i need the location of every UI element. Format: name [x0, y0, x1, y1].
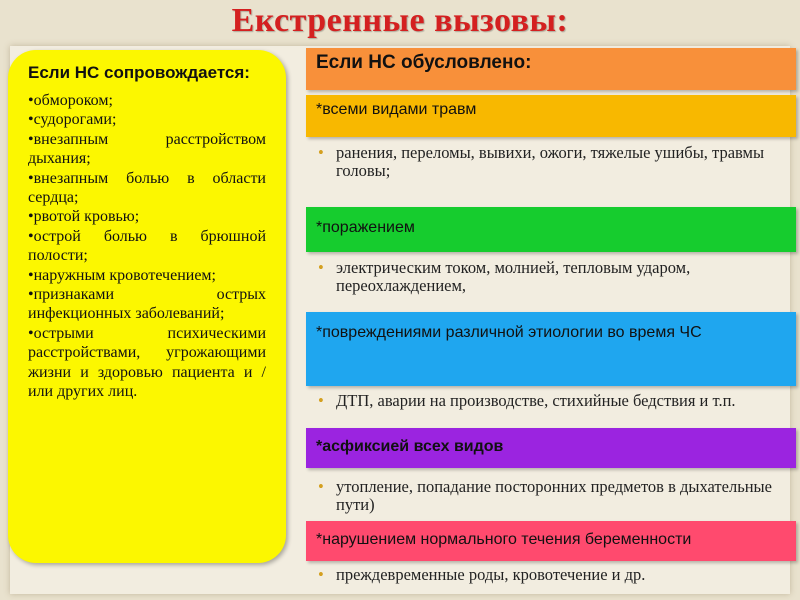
section-band-trauma — [306, 95, 796, 137]
list-item: •обмороком; — [28, 92, 113, 109]
section-band-emergency — [306, 312, 796, 386]
right-panel-heading-band — [306, 48, 796, 90]
bullet-icon: • — [318, 258, 324, 277]
section-detail-text: преждевременные роды, кровотечение и др. — [336, 565, 646, 584]
section-detail-text: электрическим током, молнией, тепловым ударом, переохлаждением, — [336, 258, 691, 295]
section-detail-injury — [318, 259, 788, 295]
bullet-icon: • — [318, 143, 324, 162]
list-item: •судорогами; — [28, 111, 117, 129]
section-detail-trauma — [318, 144, 788, 180]
right-panel-heading: Если НС обусловлено: — [316, 52, 532, 73]
list-item: •рвотой кровью; — [28, 208, 140, 226]
list-item: •острой болью в брюшной полости; — [28, 227, 266, 265]
left-panel-list — [28, 91, 266, 402]
bullet-icon: • — [318, 565, 324, 584]
list-item: •внезапным болью в области сердца; — [28, 169, 266, 207]
bullet-icon: • — [318, 391, 324, 410]
section-label: *нарушением нормального течения беременности — [316, 531, 692, 548]
section-detail-emergency — [318, 392, 788, 410]
list-item: •острыми психическими расстройствами, угрожающими жизни и здоровью пациента и / или других лиц. — [28, 324, 266, 401]
list-item: •внезапным расстройством дыхания; — [28, 130, 266, 168]
section-detail-text: утопление, попадание посторонних предметов в дыхательные пути) — [336, 477, 772, 514]
bullet-icon: • — [318, 477, 324, 496]
list-item: •признаками острых инфекционных заболеваний; — [28, 286, 266, 323]
left-panel — [8, 50, 286, 563]
section-detail-asphyxia — [318, 478, 788, 514]
section-label: *асфиксией всех видов — [316, 438, 504, 455]
section-label: *поражением — [316, 219, 415, 236]
section-detail-pregnancy — [318, 566, 788, 584]
section-band-pregnancy — [306, 521, 796, 561]
section-band-asphyxia — [306, 428, 796, 468]
section-detail-text: ранения, переломы, вывихи, ожоги, тяжелые ушибы, травмы головы; — [336, 143, 765, 180]
section-label: *всеми видами травм — [316, 101, 477, 118]
left-panel-heading: Если НС сопровождается: — [28, 63, 250, 82]
section-detail-text: ДТП, аварии на производстве, стихийные бедствия и т.п. — [336, 391, 736, 410]
section-label: *повреждениями различной этиологии во время ЧС — [316, 324, 702, 341]
list-item: •наружным кровотечением; — [28, 266, 216, 284]
section-band-injury — [306, 207, 796, 252]
page-title: Екстренные вызовы: — [231, 2, 569, 39]
